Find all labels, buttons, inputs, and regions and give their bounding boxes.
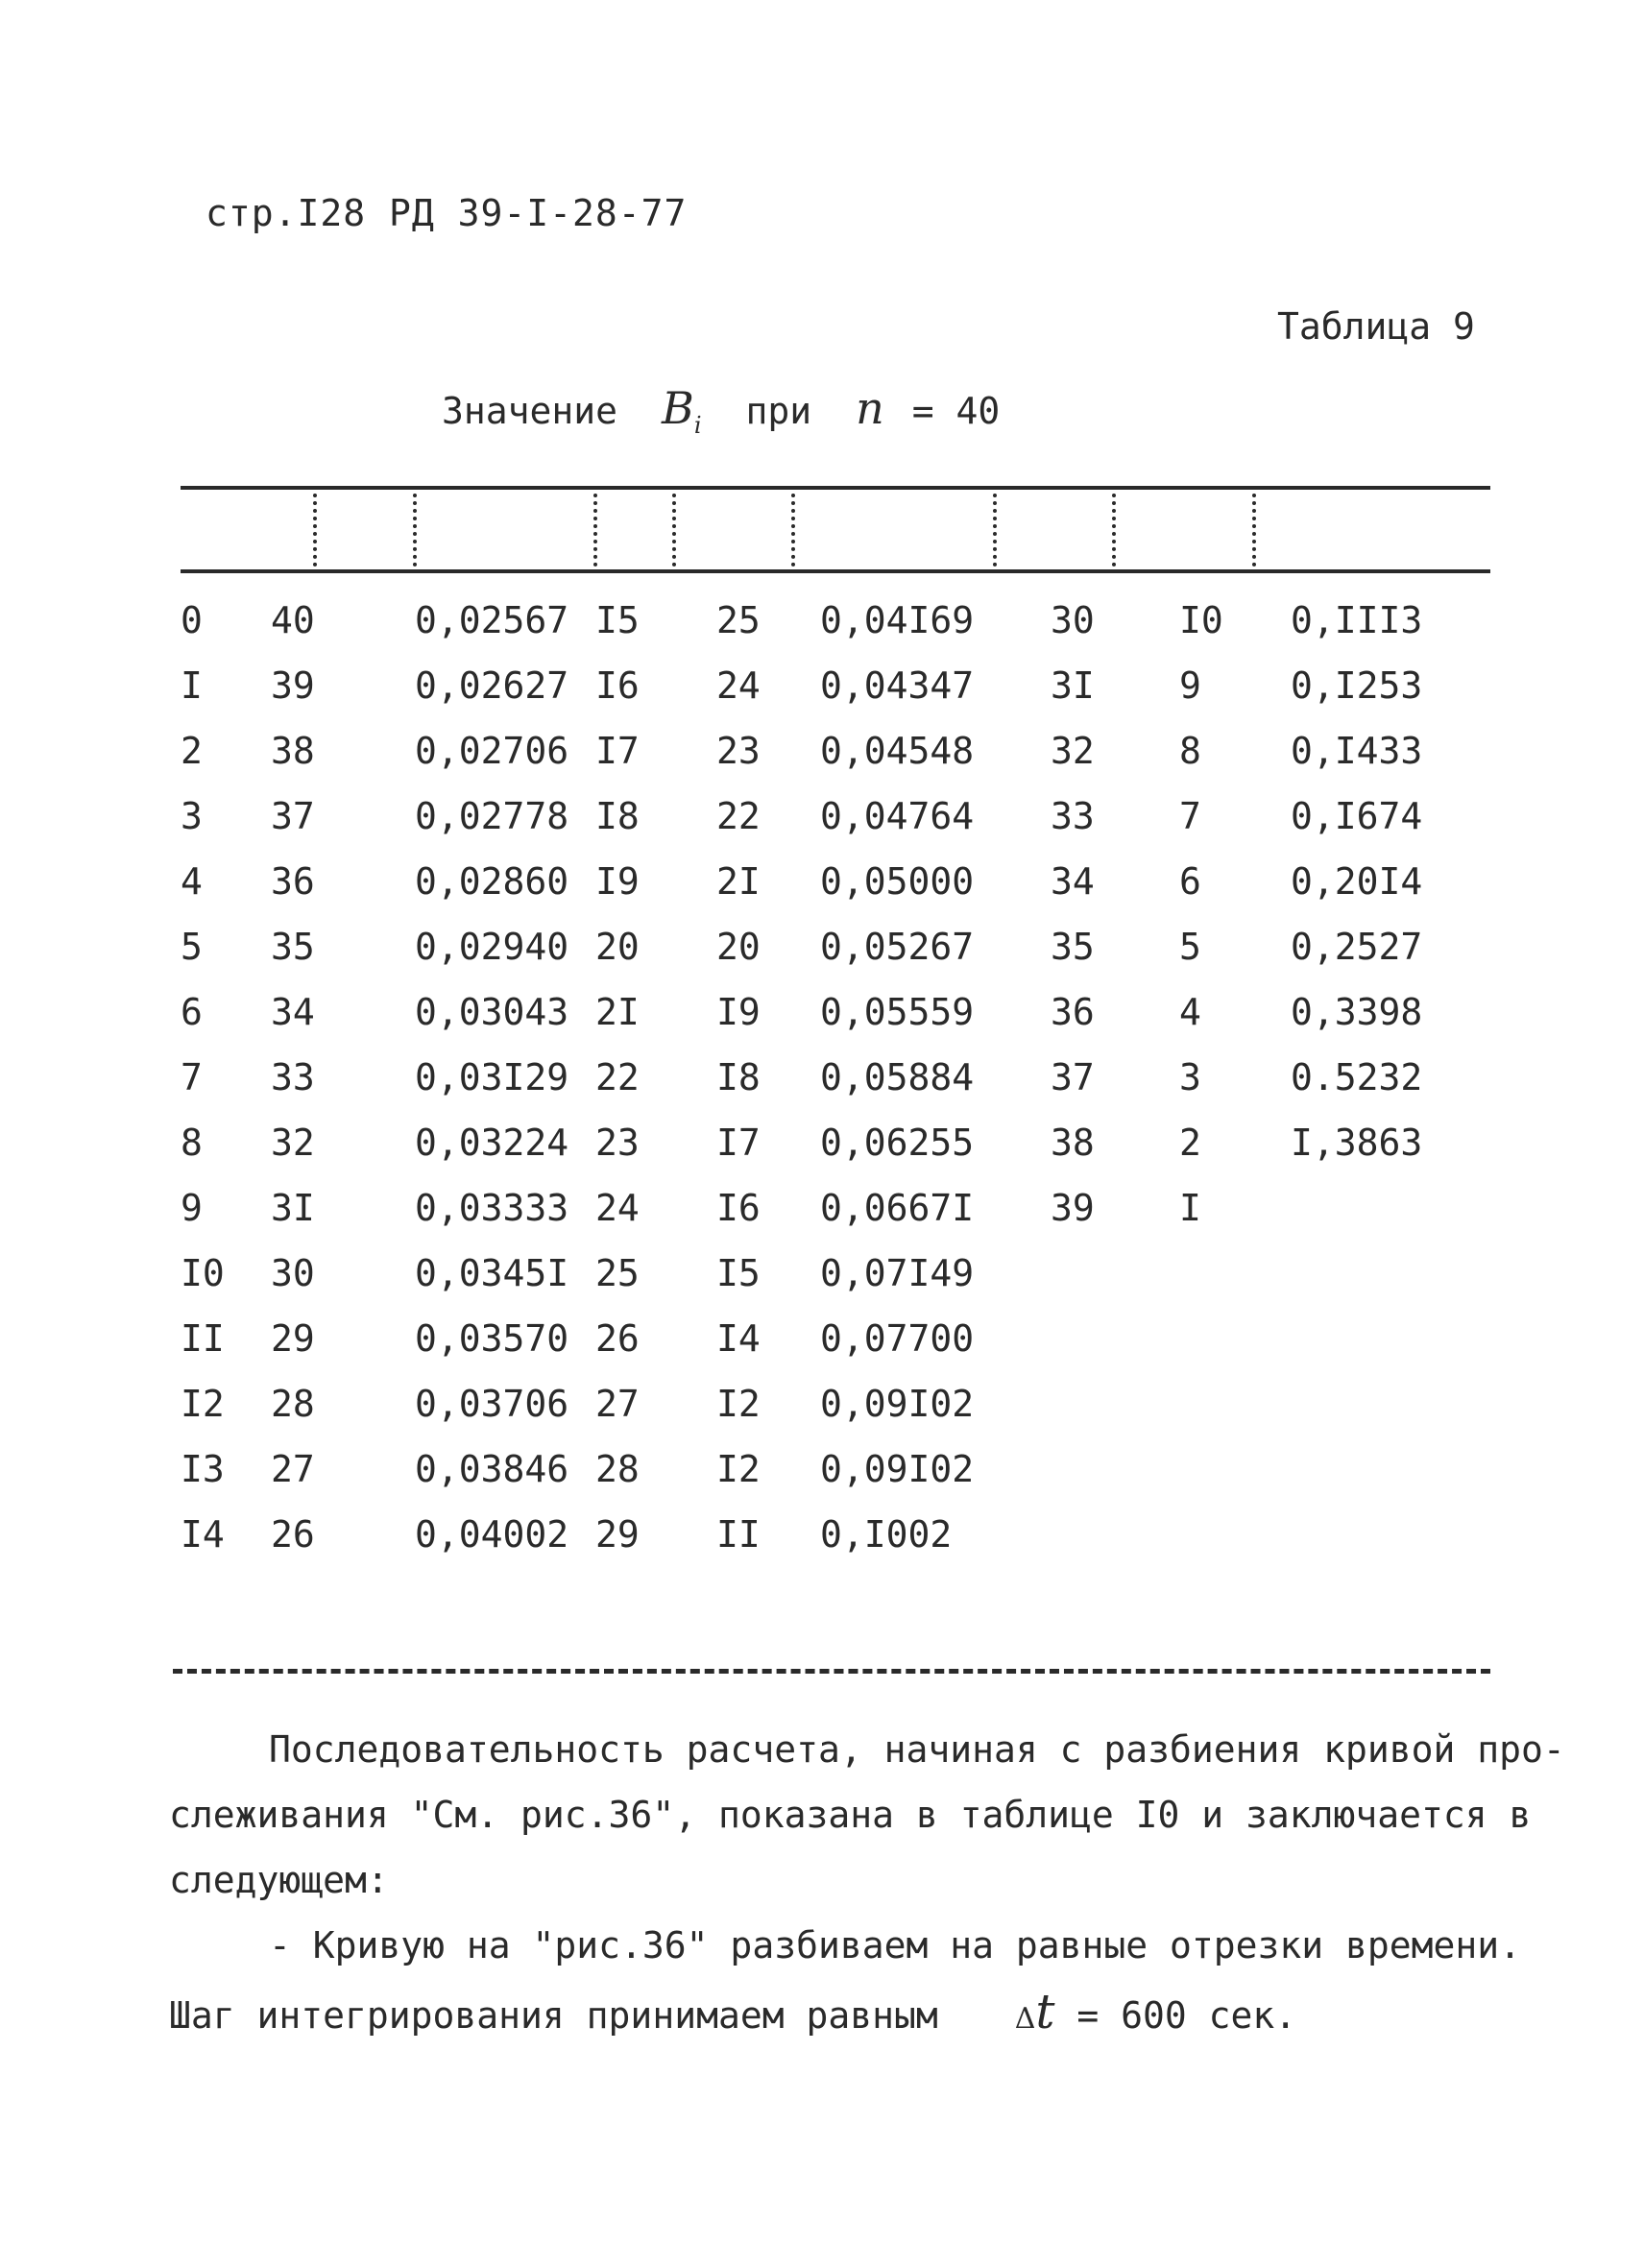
index-cell: 23 xyxy=(595,1122,640,1164)
index-cell: 7 xyxy=(181,1056,203,1098)
n-minus-index-cell: 4 xyxy=(1179,991,1201,1033)
value-cell: 0,02627 xyxy=(415,664,569,707)
value-cell: 0,2527 xyxy=(1291,926,1423,968)
header-divider xyxy=(413,494,417,567)
value-cell: 0,02567 xyxy=(415,599,569,641)
table-row xyxy=(181,849,1490,914)
n-minus-index-cell: II xyxy=(716,1513,761,1556)
index-cell: 2 xyxy=(181,730,203,772)
n-minus-index-cell: I2 xyxy=(716,1383,761,1425)
table-top-rule xyxy=(181,486,1490,490)
value-cell xyxy=(1291,1175,1490,1241)
n-minus-index-cell: 25 xyxy=(716,599,761,641)
value-cell xyxy=(1291,1371,1490,1436)
n-minus-index-cell: 32 xyxy=(271,1122,315,1164)
values-table xyxy=(181,588,1490,1567)
n-minus-index-cell: 34 xyxy=(271,991,315,1033)
index-cell: 36 xyxy=(1051,991,1095,1033)
value-cell: 0,03043 xyxy=(415,991,569,1033)
n-minus-index-cell: 36 xyxy=(271,860,315,903)
header-divider xyxy=(1112,494,1116,567)
n-minus-index-cell: I xyxy=(1179,1187,1201,1229)
value-cell: 0,07700 xyxy=(820,1317,975,1360)
caption-value: = 40 xyxy=(911,390,1001,432)
index-cell: 5 xyxy=(181,926,203,968)
index-cell: I9 xyxy=(595,860,640,903)
value-cell: 0,I433 xyxy=(1291,730,1423,772)
paragraph-line: слеживания "См. рис.36", показана в таблице I0 и заключается в xyxy=(169,1794,1532,1836)
paragraph-line xyxy=(169,1984,1296,2039)
index-cell: 3 xyxy=(181,795,203,837)
n-minus-index-cell: 2I xyxy=(716,860,761,903)
value-cell: 0,0667I xyxy=(820,1187,975,1229)
index-cell: 25 xyxy=(595,1252,640,1294)
index-cell xyxy=(1051,1371,1179,1436)
index-cell: 6 xyxy=(181,991,203,1033)
n-minus-index-cell: 3I xyxy=(271,1187,315,1229)
time-variable: t xyxy=(1035,1984,1055,2039)
value-cell xyxy=(1291,1306,1490,1371)
n-minus-index-cell: 37 xyxy=(271,795,315,837)
value-cell: 0,04347 xyxy=(820,664,975,707)
value-cell: 0,02706 xyxy=(415,730,569,772)
n-minus-index-cell: 39 xyxy=(271,664,315,707)
n-minus-index-cell: 40 xyxy=(271,599,315,641)
value-cell: 0,09I02 xyxy=(820,1383,975,1425)
table-row xyxy=(181,588,1490,653)
n-minus-index-cell: 7 xyxy=(1179,795,1201,837)
value-cell: 0,07I49 xyxy=(820,1252,975,1294)
index-cell: 2I xyxy=(595,991,640,1033)
value-cell: 0,05559 xyxy=(820,991,975,1033)
value-cell xyxy=(1291,1436,1490,1502)
n-minus-index-cell xyxy=(1179,1371,1291,1436)
index-cell: 39 xyxy=(1051,1187,1095,1229)
index-cell xyxy=(1051,1502,1179,1567)
index-cell xyxy=(1051,1436,1179,1502)
value-cell: 0,02778 xyxy=(415,795,569,837)
value-cell: 0,02860 xyxy=(415,860,569,903)
step-value: = 600 сек. xyxy=(1076,1994,1297,2037)
index-cell: 8 xyxy=(181,1122,203,1164)
value-cell xyxy=(1291,1502,1490,1567)
n-minus-index-cell: I7 xyxy=(716,1122,761,1164)
header-divider xyxy=(993,494,997,567)
value-cell: 0,0345I xyxy=(415,1252,569,1294)
value-cell: 0,06255 xyxy=(820,1122,975,1164)
value-cell: I,3863 xyxy=(1291,1122,1423,1164)
table-caption xyxy=(442,382,1000,439)
index-cell: II xyxy=(181,1317,225,1360)
value-cell: 0,04548 xyxy=(820,730,975,772)
table-row xyxy=(181,718,1490,784)
n-minus-index-cell: 38 xyxy=(271,730,315,772)
n-minus-index-cell: 26 xyxy=(271,1513,315,1556)
n-minus-index-cell: I9 xyxy=(716,991,761,1033)
index-cell: I6 xyxy=(595,664,640,707)
table-row xyxy=(181,979,1490,1045)
table-row xyxy=(181,784,1490,849)
n-minus-index-cell: 5 xyxy=(1179,926,1201,968)
caption-symbol-main: B xyxy=(662,382,694,434)
index-cell: I xyxy=(181,664,203,707)
section-separator xyxy=(173,1669,1490,1674)
paragraph-line: следующем: xyxy=(169,1859,389,1901)
table-row xyxy=(181,1436,1490,1502)
value-cell: 0,05884 xyxy=(820,1056,975,1098)
value-cell: 0,20I4 xyxy=(1291,860,1423,903)
n-minus-index-cell: 28 xyxy=(271,1383,315,1425)
index-cell: 32 xyxy=(1051,730,1095,772)
value-cell: 0,04I69 xyxy=(820,599,975,641)
value-cell: 0,03I29 xyxy=(415,1056,569,1098)
table-row xyxy=(181,1110,1490,1175)
index-cell: I5 xyxy=(595,599,640,641)
paragraph-line: - Кривую на "рис.36" разбиваем на равные отрезки времени. xyxy=(269,1924,1522,1966)
index-cell xyxy=(1051,1306,1179,1371)
value-cell: 0,04002 xyxy=(415,1513,569,1556)
n-minus-index-cell: 35 xyxy=(271,926,315,968)
n-minus-index-cell: I0 xyxy=(1179,599,1223,641)
n-minus-index-cell xyxy=(1179,1502,1291,1567)
n-minus-index-cell: 22 xyxy=(716,795,761,837)
value-cell: 0,03224 xyxy=(415,1122,569,1164)
value-cell: 0.5232 xyxy=(1291,1056,1423,1098)
n-minus-index-cell: I5 xyxy=(716,1252,761,1294)
table-number-label: Таблица 9 xyxy=(1277,305,1475,348)
header-divider xyxy=(1252,494,1256,567)
n-minus-index-cell: 3 xyxy=(1179,1056,1201,1098)
index-cell: 33 xyxy=(1051,795,1095,837)
index-cell: 20 xyxy=(595,926,640,968)
header-divider xyxy=(672,494,676,567)
table-row xyxy=(181,1241,1490,1306)
value-cell: 0,05267 xyxy=(820,926,975,968)
n-minus-index-cell: 2 xyxy=(1179,1122,1201,1164)
index-cell: 9 xyxy=(181,1187,203,1229)
n-minus-index-cell: 9 xyxy=(1179,664,1201,707)
index-cell: 4 xyxy=(181,860,203,903)
value-cell: 0,03706 xyxy=(415,1383,569,1425)
caption-symbol xyxy=(662,382,702,440)
table-body xyxy=(181,588,1490,1567)
n-minus-index-cell xyxy=(1179,1241,1291,1306)
step-text: Шаг интегрирования принимаем равным xyxy=(169,1994,938,2037)
index-cell: 28 xyxy=(595,1448,640,1490)
header-divider xyxy=(593,494,597,567)
paragraph-line: Последовательность расчета, начиная с разбиения кривой про- xyxy=(269,1728,1565,1771)
n-minus-index-cell: 8 xyxy=(1179,730,1201,772)
n-minus-index-cell: I6 xyxy=(716,1187,761,1229)
caption-symbol-sub: i xyxy=(693,412,702,440)
index-cell: I7 xyxy=(595,730,640,772)
index-cell: 35 xyxy=(1051,926,1095,968)
index-cell: I8 xyxy=(595,795,640,837)
delta-symbol: Δ xyxy=(1014,2002,1036,2036)
value-cell: 0,03570 xyxy=(415,1317,569,1360)
table-row xyxy=(181,1371,1490,1436)
value-cell: 0,I674 xyxy=(1291,795,1423,837)
caption-word: при xyxy=(745,390,812,432)
value-cell: 0,04764 xyxy=(820,795,975,837)
n-minus-index-cell: I2 xyxy=(716,1448,761,1490)
index-cell: 3I xyxy=(1051,664,1095,707)
n-minus-index-cell: 27 xyxy=(271,1448,315,1490)
value-cell: 0,05000 xyxy=(820,860,975,903)
index-cell: 38 xyxy=(1051,1122,1095,1164)
n-minus-index-cell xyxy=(1179,1436,1291,1502)
index-cell: 26 xyxy=(595,1317,640,1360)
header-divider xyxy=(313,494,317,567)
index-cell: I4 xyxy=(181,1513,225,1556)
header-divider xyxy=(791,494,795,567)
caption-prefix: Значение xyxy=(442,390,618,432)
index-cell: I0 xyxy=(181,1252,225,1294)
value-cell: 0,02940 xyxy=(415,926,569,968)
table-row xyxy=(181,914,1490,979)
table-header-rule xyxy=(181,569,1490,573)
value-cell: 0,03846 xyxy=(415,1448,569,1490)
value-cell: 0,03333 xyxy=(415,1187,569,1229)
value-cell xyxy=(1291,1241,1490,1306)
value-cell: 0,III3 xyxy=(1291,599,1423,641)
n-minus-index-cell xyxy=(1179,1306,1291,1371)
value-cell: 0,3398 xyxy=(1291,991,1423,1033)
n-minus-index-cell: 33 xyxy=(271,1056,315,1098)
index-cell: 34 xyxy=(1051,860,1095,903)
n-minus-index-cell: 29 xyxy=(271,1317,315,1360)
caption-variable: n xyxy=(856,382,884,434)
index-cell: I3 xyxy=(181,1448,225,1490)
table-row xyxy=(181,1045,1490,1110)
n-minus-index-cell: 24 xyxy=(716,664,761,707)
value-cell: 0,09I02 xyxy=(820,1448,975,1490)
page-reference: стр.I28 РД 39-I-28-77 xyxy=(206,192,688,234)
index-cell: 37 xyxy=(1051,1056,1095,1098)
index-cell: 30 xyxy=(1051,599,1095,641)
n-minus-index-cell: 6 xyxy=(1179,860,1201,903)
index-cell: 24 xyxy=(595,1187,640,1229)
table-row xyxy=(181,1306,1490,1371)
n-minus-index-cell: 30 xyxy=(271,1252,315,1294)
n-minus-index-cell: I8 xyxy=(716,1056,761,1098)
index-cell: 22 xyxy=(595,1056,640,1098)
index-cell xyxy=(1051,1241,1179,1306)
table-row xyxy=(181,1175,1490,1241)
value-cell: 0,I253 xyxy=(1291,664,1423,707)
n-minus-index-cell: 20 xyxy=(716,926,761,968)
n-minus-index-cell: 23 xyxy=(716,730,761,772)
index-cell: 29 xyxy=(595,1513,640,1556)
index-cell: I2 xyxy=(181,1383,225,1425)
table-row xyxy=(181,653,1490,718)
value-cell: 0,I002 xyxy=(820,1513,953,1556)
table-row xyxy=(181,1502,1490,1567)
index-cell: 27 xyxy=(595,1383,640,1425)
index-cell: 0 xyxy=(181,599,203,641)
n-minus-index-cell: I4 xyxy=(716,1317,761,1360)
